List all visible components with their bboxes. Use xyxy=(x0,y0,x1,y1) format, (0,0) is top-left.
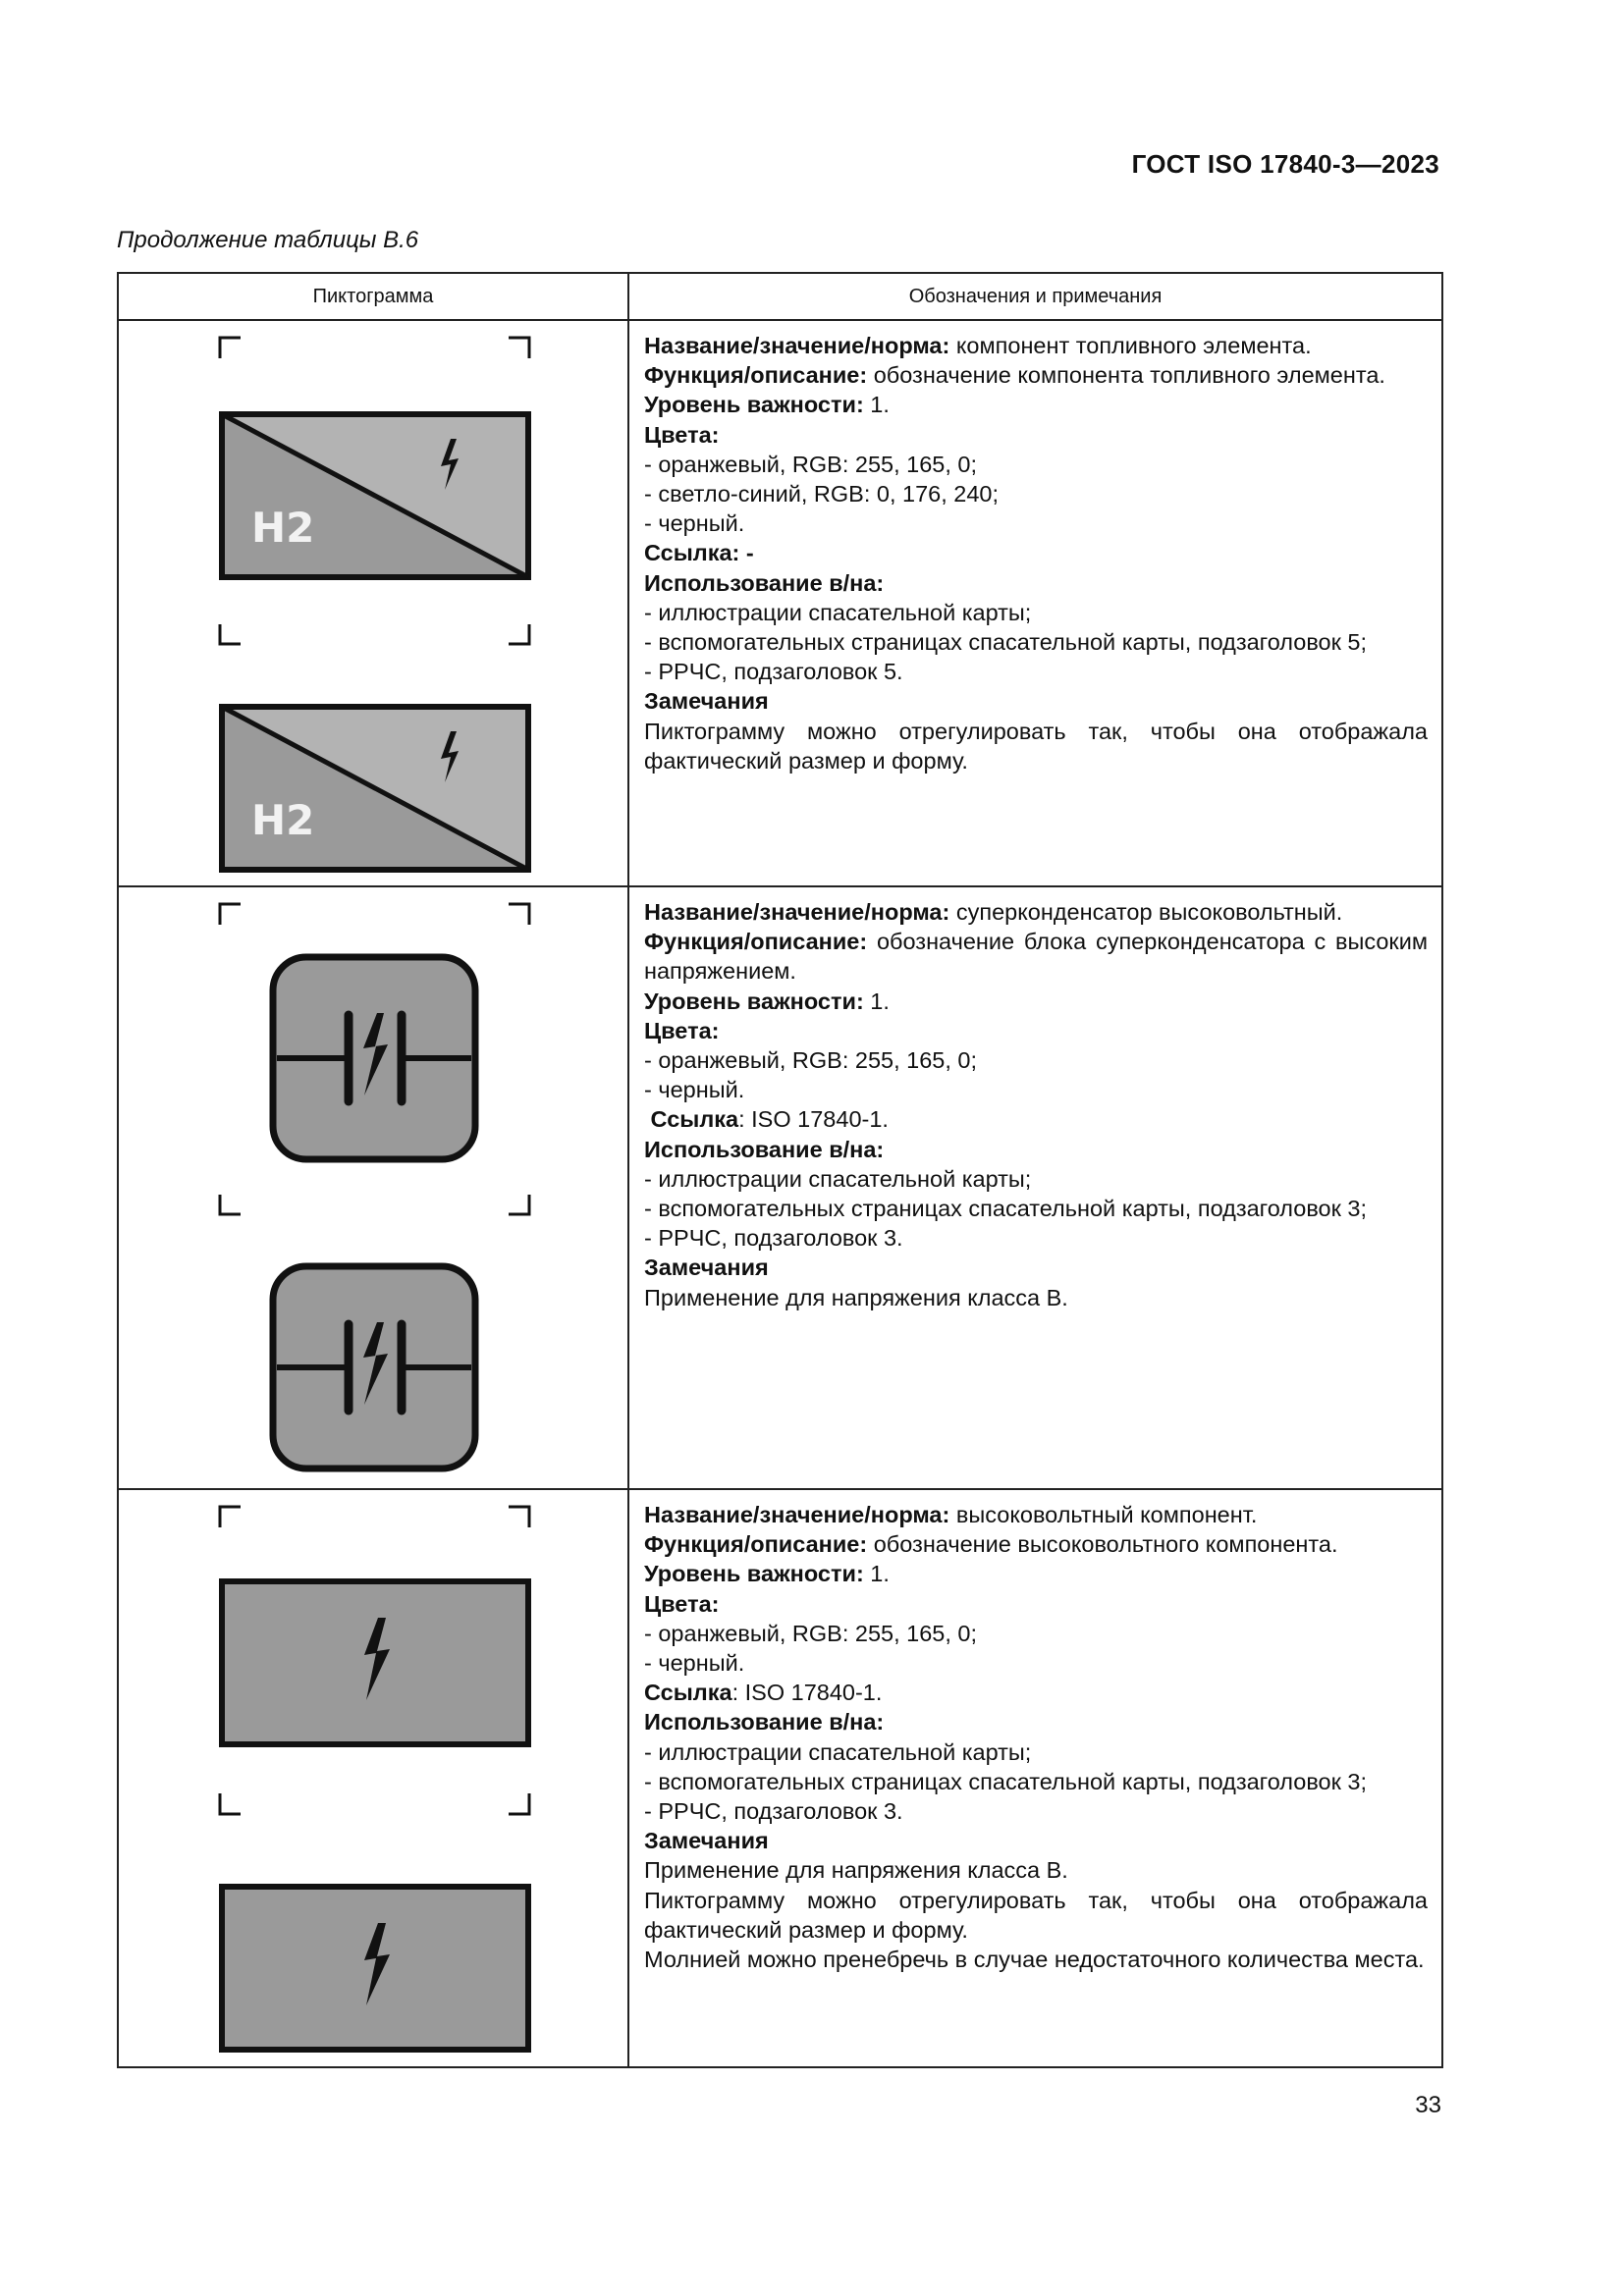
column-header-pictogram: Пиктограмма xyxy=(118,273,628,320)
remark-text: Применение для напряжения класса B. xyxy=(644,1284,1068,1310)
reference-value: : ISO 17840-1. xyxy=(731,1680,883,1706)
name-value: суперконденсатор высоковольтный. xyxy=(949,899,1343,925)
notes-cell xyxy=(628,1489,1442,2067)
usage-item: - РРЧС, подзаголовок 3. xyxy=(644,1225,903,1252)
pictogram-cell xyxy=(118,1489,628,2067)
function-value: обозначение высоковольтного компонента. xyxy=(867,1531,1338,1558)
color-item: - черный. xyxy=(644,1650,745,1677)
importance-value: 1. xyxy=(863,988,890,1014)
column-header-notes: Обозначения и примечания xyxy=(628,273,1442,320)
usage-label: Использование в/на: xyxy=(644,1136,885,1162)
color-item: - оранжевый, RGB: 255, 165, 0; xyxy=(644,1047,978,1074)
usage-item: - вспомогательных страницах спасательной карты, подзаголовок 5; xyxy=(644,629,1368,656)
importance-label: Уровень важности: xyxy=(644,1561,864,1587)
color-item: - черный. xyxy=(644,1077,745,1103)
importance-label: Уровень важности: xyxy=(644,392,864,418)
reference-value: - xyxy=(739,540,754,566)
usage-label: Использование в/на: xyxy=(644,569,885,596)
supercapacitor-high-voltage-icon xyxy=(119,887,629,1488)
function-value: обозначение блока суперконденсатора с высоким напряжением. xyxy=(644,929,1428,985)
colors-label: Цвета: xyxy=(644,421,720,448)
name-value: высоковольтный компонент. xyxy=(949,1502,1258,1527)
remarks-label: Замечания xyxy=(644,688,769,715)
svg-text:H2: H2 xyxy=(251,796,315,844)
name-label: Название/значение/норма: xyxy=(644,899,950,925)
svg-text:H2: H2 xyxy=(251,504,315,552)
table-row xyxy=(118,320,1442,886)
remarks-label: Замечания xyxy=(644,1255,769,1281)
reference-value: : ISO 17840-1. xyxy=(738,1106,889,1133)
page-number: 33 xyxy=(1415,2092,1441,2118)
usage-item: - иллюстрации спасательной карты; xyxy=(644,1165,1032,1192)
fuel-cell-pictogram-lower xyxy=(222,707,528,870)
usage-item: - РРЧС, подзаголовок 5. xyxy=(644,659,903,685)
colors-label: Цвета: xyxy=(644,1590,720,1617)
high-voltage-pictogram-upper xyxy=(222,1581,528,1744)
name-label: Название/значение/норма: xyxy=(644,333,950,358)
pictogram-cell xyxy=(118,886,628,1489)
pictogram-cell xyxy=(118,320,628,886)
remark-text: Пиктограмму можно отрегулировать так, чтобы она отображала фактический размер и форму. xyxy=(644,718,1428,774)
colors-label: Цвета: xyxy=(644,1017,720,1043)
supercapacitor-pictogram-upper xyxy=(273,957,475,1159)
fuel-cell-pictogram-upper xyxy=(222,414,528,577)
importance-label: Уровень важности: xyxy=(644,988,864,1014)
notes-cell xyxy=(628,886,1442,1489)
reference-label: Ссылка xyxy=(650,1106,739,1133)
usage-item: - вспомогательных страницах спасательной карты, подзаголовок 3; xyxy=(644,1768,1368,1794)
function-label: Функция/описание: xyxy=(644,929,868,955)
color-item: - черный. xyxy=(644,510,745,537)
usage-item: - РРЧС, подзаголовок 3. xyxy=(644,1798,903,1825)
high-voltage-pictogram-lower xyxy=(222,1887,528,2050)
high-voltage-component-icon xyxy=(119,1490,629,2066)
name-value: компонент топливного элемента. xyxy=(949,333,1312,358)
function-value: обозначение компонента топливного элемента. xyxy=(867,362,1385,389)
function-label: Функция/описание: xyxy=(644,362,868,389)
table-row xyxy=(118,1489,1442,2067)
importance-value: 1. xyxy=(863,1561,890,1587)
usage-item: - вспомогательных страницах спасательной карты, подзаголовок 3; xyxy=(644,1196,1368,1222)
fuel-cell-component-icon xyxy=(119,321,629,885)
usage-label: Использование в/на: xyxy=(644,1709,885,1735)
remarks-label: Замечания xyxy=(644,1828,769,1854)
document-header: ГОСТ ISO 17840-3—2023 xyxy=(1131,149,1439,179)
notes-cell xyxy=(628,320,1442,886)
reference-label: Ссылка: xyxy=(644,540,740,566)
function-label: Функция/описание: xyxy=(644,1531,868,1558)
pictogram-table xyxy=(117,272,1443,2068)
table-caption: Продолжение таблицы B.6 xyxy=(117,227,419,253)
table-row xyxy=(118,886,1442,1489)
color-item: - оранжевый, RGB: 255, 165, 0; xyxy=(644,1620,978,1646)
remark-text: Молнией можно пренебречь в случае недостаточного количества места. xyxy=(644,1947,1425,1973)
usage-item: - иллюстрации спасательной карты; xyxy=(644,1738,1032,1765)
table-header-row xyxy=(118,273,1442,320)
usage-item: - иллюстрации спасательной карты; xyxy=(644,599,1032,625)
name-label: Название/значение/норма: xyxy=(644,1502,950,1527)
remark-text: Применение для напряжения класса B. xyxy=(644,1857,1068,1884)
remark-text: Пиктограмму можно отрегулировать так, чтобы она отображала фактический размер и форму. xyxy=(644,1887,1428,1943)
color-item: - оранжевый, RGB: 255, 165, 0; xyxy=(644,451,978,477)
reference-label: Ссылка xyxy=(644,1680,732,1706)
supercapacitor-pictogram-lower xyxy=(273,1266,475,1468)
importance-value: 1. xyxy=(863,392,890,418)
color-item: - светло-синий, RGB: 0, 176, 240; xyxy=(644,481,1000,507)
